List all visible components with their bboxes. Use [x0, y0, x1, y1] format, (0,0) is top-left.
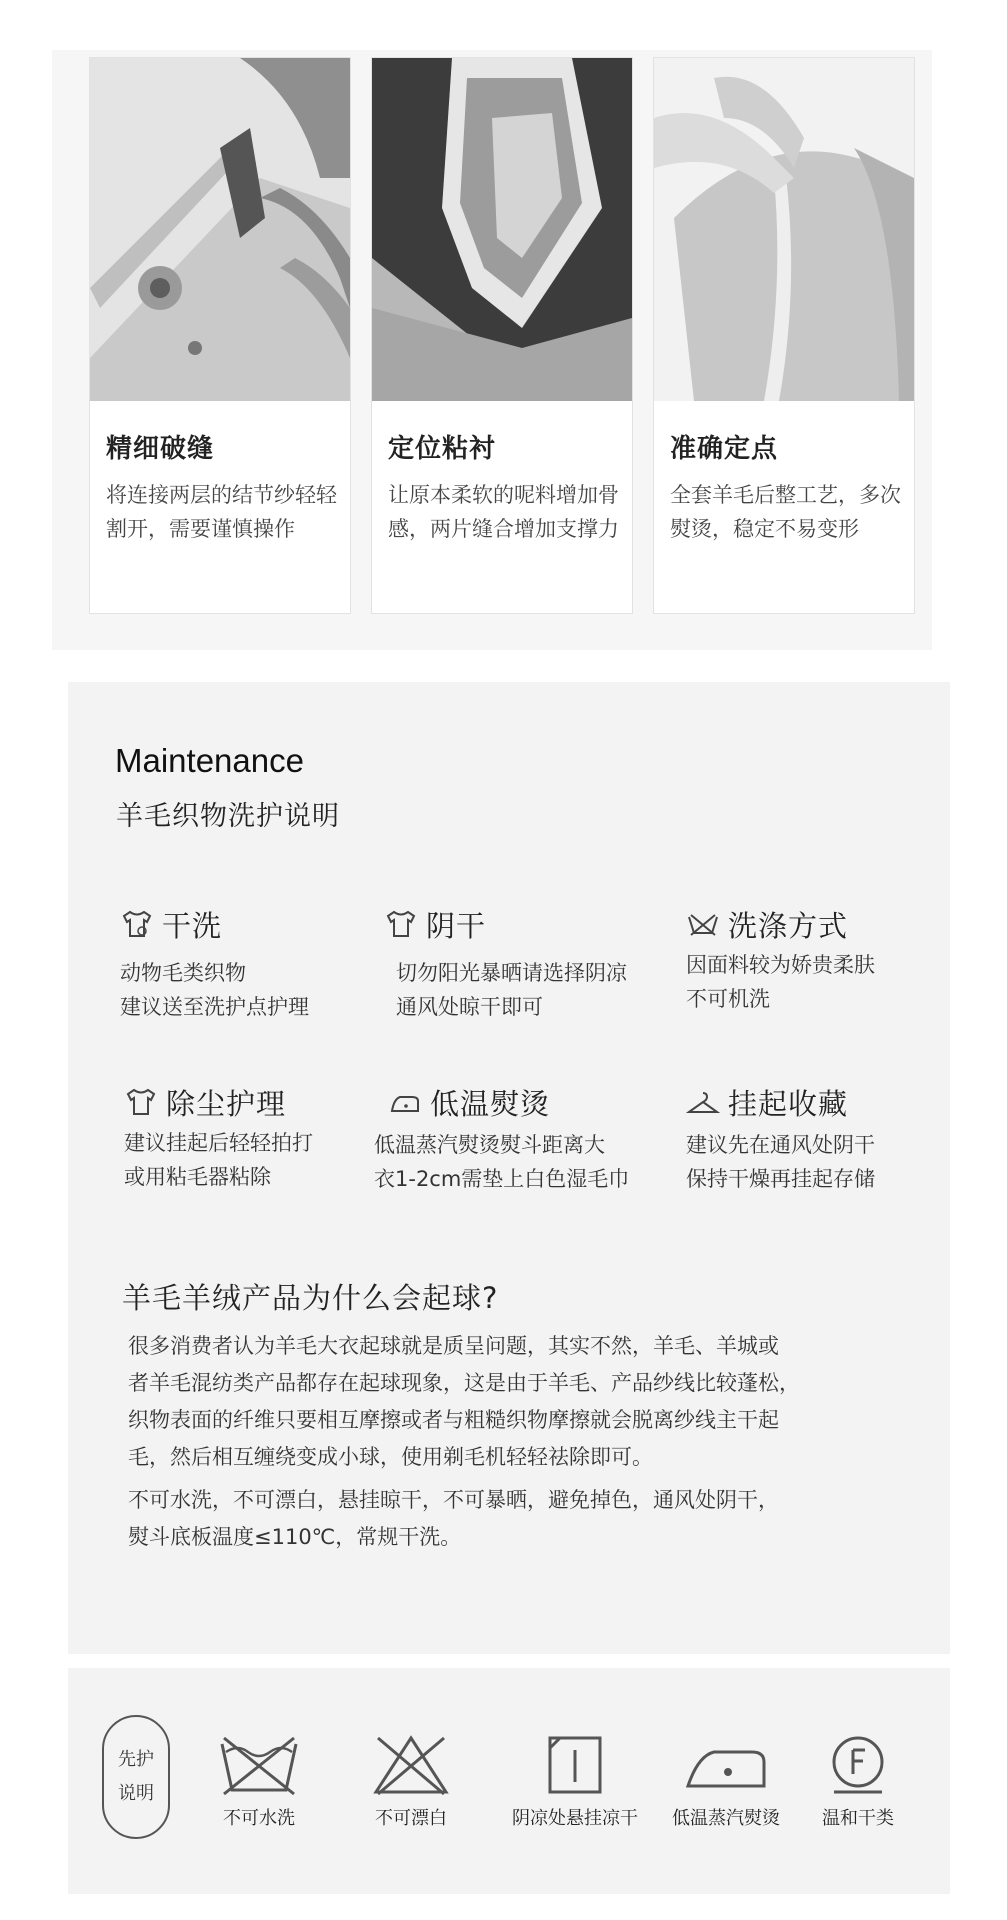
care-item-line: 建议挂起后轻轻拍打	[124, 1131, 313, 1155]
pilling-explanation	[128, 1328, 918, 1476]
pilling-line: 很多消费者认为羊毛大衣起球就是质呈问题，其实不然，羊毛、羊城或	[128, 1334, 779, 1358]
iron-photo	[372, 58, 632, 401]
care-item-line: 建议送至洗护点护理	[120, 995, 309, 1019]
craft-title: 精细破缝	[106, 434, 215, 464]
care-guide-badge	[102, 1715, 170, 1839]
symbol-iron-low	[672, 1734, 780, 1830]
care-item-washing	[686, 904, 986, 1016]
pilling-line: 者羊毛混纺类产品都存在起球现象，这是由于羊毛、产品纱线比较蓬松，	[128, 1371, 800, 1395]
care-item-line: 或用粘毛器粘除	[124, 1165, 271, 1189]
care-item-title: 干洗	[162, 908, 223, 943]
symbol-no-wash	[216, 1734, 302, 1830]
maintenance-title: Maintenance	[115, 742, 304, 779]
dry-clean-shirt-icon	[120, 909, 154, 939]
craft-desc: 全套羊毛后整工艺，多次熨烫，稳定不易变形	[670, 483, 901, 541]
symbol-label: 低温蒸汽熨烫	[672, 1808, 780, 1829]
symbol-gentle-dry-clean	[822, 1734, 894, 1830]
care-item-title: 洗涤方式	[728, 908, 849, 943]
craft-card-point	[653, 57, 915, 614]
pilling-question: 羊毛羊绒产品为什么会起球?	[122, 1281, 499, 1315]
care-item-line: 建议先在通风处阴干	[686, 1133, 875, 1157]
line-dry-shade-icon	[544, 1734, 606, 1796]
craft-section	[52, 50, 932, 650]
care-item-line: 保持干燥再挂起存储	[686, 1167, 875, 1191]
maintenance-section	[68, 682, 950, 1654]
symbol-label: 不可漂白	[375, 1808, 447, 1829]
care-item-line: 切勿阳光暴晒请选择阴凉	[396, 961, 627, 985]
seam-cutting-photo	[90, 58, 350, 401]
no-wash-basin-icon	[686, 909, 720, 939]
care-summary	[128, 1482, 918, 1556]
care-item-line: 动物毛类织物	[120, 961, 246, 985]
craft-card-lining	[371, 57, 633, 614]
care-item-line: 低温蒸汽熨烫熨斗距离大	[374, 1133, 605, 1157]
care-item-title: 低温熨烫	[430, 1086, 551, 1121]
pilling-line: 毛，然后相互缠绕变成小球，使用剃毛机轻轻祛除即可。	[128, 1445, 653, 1469]
care-item-dry-clean	[120, 904, 420, 1024]
care-item-line: 衣1-2cm需垫上白色湿毛巾	[374, 1167, 630, 1191]
care-item-line: 通风处晾干即可	[396, 995, 543, 1019]
care-summary-line: 不可水洗，不可漂白，悬挂晾干，不可暴晒，避免掉色，通风处阴干，	[128, 1488, 779, 1512]
care-item-title: 除尘护理	[166, 1086, 287, 1121]
dust-removal-shirt-icon	[124, 1087, 158, 1117]
no-wash-icon	[216, 1734, 302, 1796]
care-item-title: 挂起收藏	[728, 1086, 849, 1121]
care-item-hanging	[686, 1082, 986, 1196]
care-summary-line: 熨斗底板温度≤110℃，常规干洗。	[128, 1525, 462, 1549]
symbol-label: 温和干类	[822, 1808, 894, 1829]
shade-dry-shirt-icon	[384, 909, 418, 939]
measuring-photo	[654, 58, 914, 401]
hanger-icon	[686, 1087, 720, 1117]
iron-low-icon	[684, 1734, 768, 1796]
care-item-shade-dry	[384, 904, 684, 1024]
craft-desc: 将连接两层的结节纱轻轻割开，需要谨慎操作	[106, 483, 337, 541]
gentle-dry-clean-icon	[827, 1734, 889, 1796]
low-iron-icon	[388, 1087, 422, 1117]
no-bleach-icon	[372, 1734, 450, 1796]
care-item-title: 阴干	[426, 908, 487, 943]
badge-line: 先护	[118, 1749, 154, 1770]
craft-card-seam	[89, 57, 351, 614]
care-item-ironing	[374, 1082, 688, 1196]
symbol-label: 阴凉处悬挂凉干	[512, 1808, 638, 1829]
craft-title: 定位粘衬	[388, 434, 497, 464]
badge-line: 说明	[118, 1783, 154, 1804]
craft-desc: 让原本柔软的呢料增加骨感，两片缝合增加支撑力	[388, 483, 619, 541]
care-item-line: 不可机洗	[686, 987, 770, 1011]
maintenance-subtitle: 羊毛织物洗护说明	[116, 801, 340, 832]
care-symbols-bar	[68, 1668, 950, 1894]
symbol-line-dry	[512, 1734, 638, 1830]
pilling-line: 织物表面的纤维只要相互摩擦或者与粗糙织物摩擦就会脱离纱线主干起	[128, 1408, 779, 1432]
symbol-no-bleach	[372, 1734, 450, 1830]
symbol-label: 不可水洗	[223, 1808, 295, 1829]
care-item-line: 因面料较为娇贵柔肤	[686, 953, 875, 977]
craft-title: 准确定点	[670, 434, 779, 464]
